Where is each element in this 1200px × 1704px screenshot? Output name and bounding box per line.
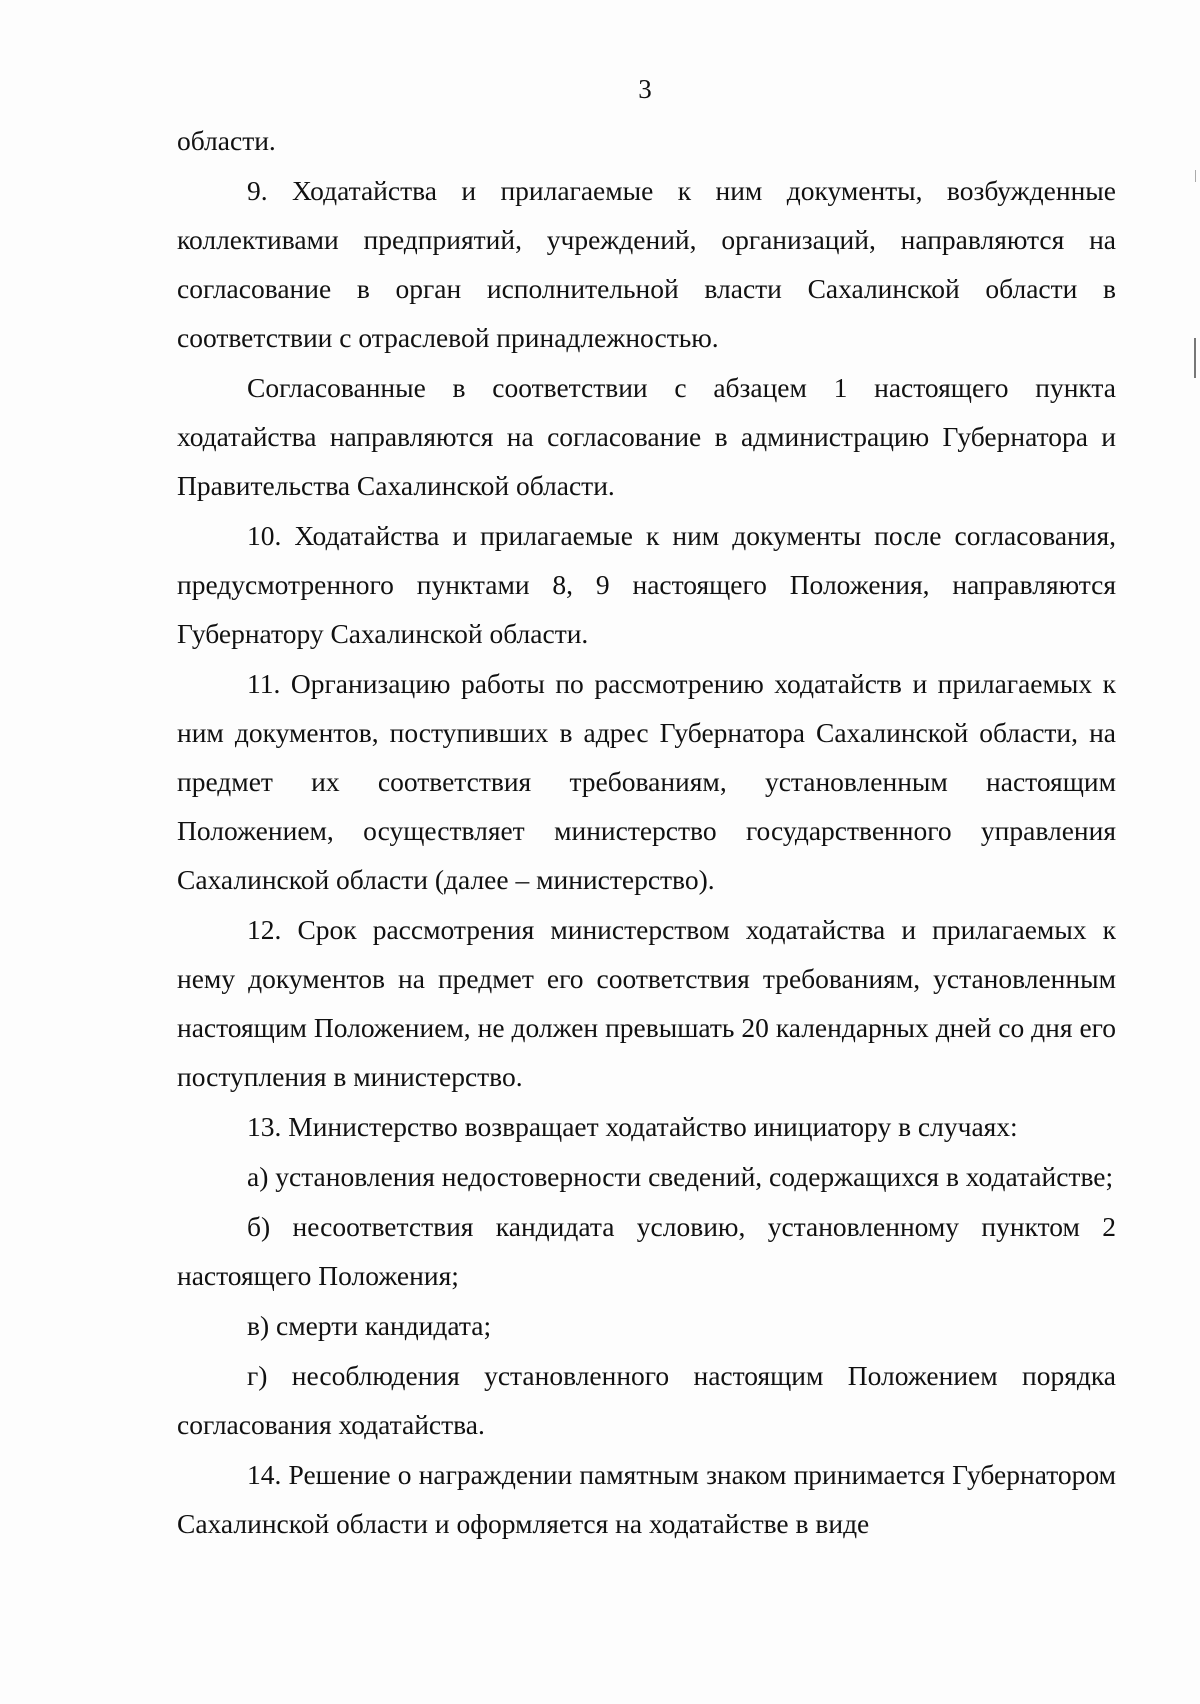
scan-artifact-mark [1194,338,1196,378]
paragraph-item-9: 9. Ходатайства и прилагаемые к ним документы, возбужденные коллективами предприятий, учреждений, организаций, направляются на согласование в орган исполнительной власти Сахалинской области в соответствии с отраслевой принадлежностью. [177,175,1116,353]
paragraph-item-13-v: в) смерти кандидата; [247,1310,492,1341]
paragraph-item-13-g: г) несоблюдения установленного настоящим Положением порядка согласования ходатайства. [177,1360,1116,1440]
paragraph-item-9-agreed: Согласованные в соответствии с абзацем 1 настоящего пункта ходатайства направляются на согласование в администрацию Губернатора и Правительства Сахалинской области. [177,372,1116,501]
paragraph-item-11: 11. Организацию работы по рассмотрению ходатайств и прилагаемых к ним документов, поступивших в адрес Губернатора Сахалинской области, на предмет их соответствия требованиям, установленным настоящим Положением, осуществляет министерство государственного управления Сахалинской области (далее – министерство). [177,668,1116,895]
paragraph-item-13-b: б) несоответствия кандидата условию, установленному пунктом 2 настоящего Положения; [177,1211,1116,1291]
paragraph-item-12: 12. Срок рассмотрения министерством ходатайства и прилагаемых к нему документов на предмет его соответствия требованиям, установленным настоящим Положением, не должен превышать 20 календарных дней со дня его поступления в министерство. [177,914,1116,1092]
page-number: 3 [638,74,652,104]
paragraph-continuation: области. [177,125,276,156]
paragraph-item-13: 13. Министерство возвращает ходатайство инициатору в случаях: [247,1111,1018,1142]
paragraph-item-14: 14. Решение о награждении памятным знаком принимается Губернатором Сахалинской области и оформляется на ходатайстве в виде [177,1459,1116,1539]
document-body [177,116,1116,1548]
paragraph-item-13-a: а) установления недостоверности сведений, содержащихся в ходатайстве; [247,1161,1114,1192]
paragraph-item-10: 10. Ходатайства и прилагаемые к ним документы после согласования, предусмотренного пунктами 8, 9 настоящего Положения, направляются Губернатору Сахалинской области. [177,520,1116,649]
scan-artifact-mark [1195,170,1196,182]
